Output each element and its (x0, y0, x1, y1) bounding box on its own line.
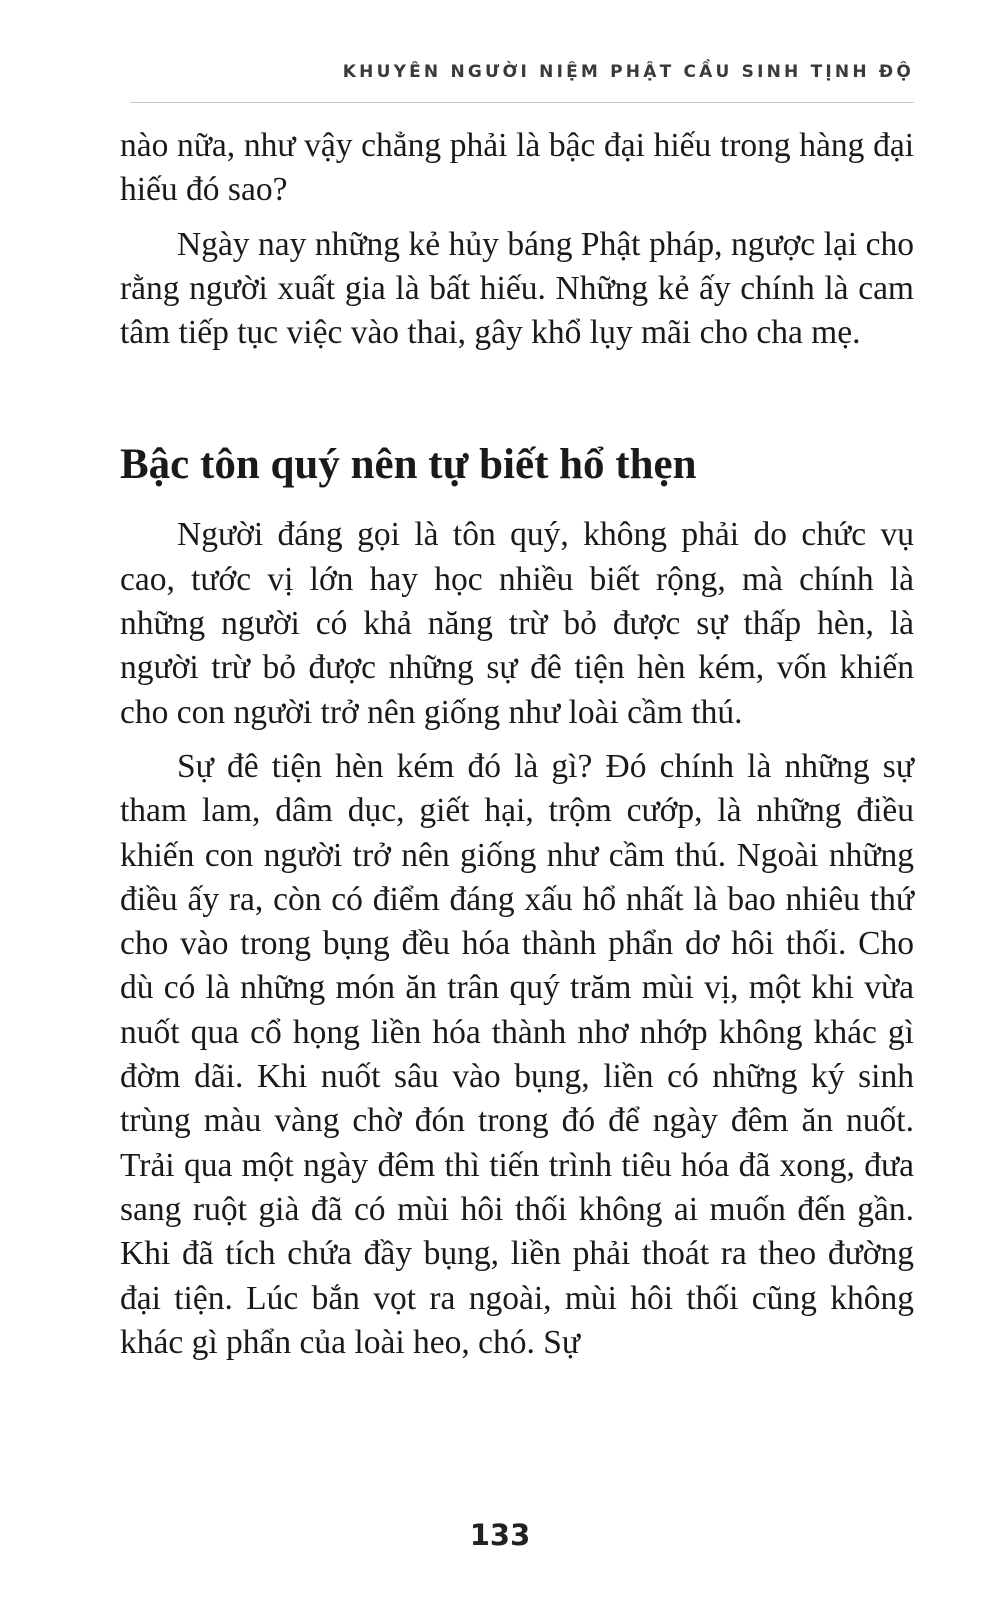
paragraph-continued: nào nữa, như vậy chẳng phải là bậc đại hiếu trong hàng đại hiếu đó sao? (120, 127, 914, 209)
paragraph: Người đáng gọi là tôn quý, không phải do chức vụ cao, tước vị lớn hay học nhiều biết rộng, mà chính là những người có khả năng trừ bỏ được sự thấp hèn, là người trừ bỏ được những sự đê tiện hèn kém, vốn khiến cho con người trở nên giống như loài cầm thú. (120, 516, 914, 731)
header-divider (130, 102, 914, 103)
paragraph: Ngày nay những kẻ hủy báng Phật pháp, ngược lại cho rằng người xuất gia là bất hiếu. Những kẻ ấy chính là cam tâm tiếp tục việc vào thai, gây khổ lụy mãi cho cha mẹ. (120, 225, 914, 352)
page-number: 133 (469, 1518, 531, 1552)
paragraph: Sự đê tiện hèn kém đó là gì? Đó chính là những sự tham lam, dâm dục, giết hại, trộm cướp, là những điều khiến con người trở nên giống như cầm thú. Ngoài những điều ấy ra, còn có điểm đáng xấu hổ nhất là bao nhiêu thứ cho vào trong bụng đều hóa thành phẩn dơ hôi thối. Cho dù có là những món ăn trân quý trăm mùi vị, một khi vừa nuốt qua cổ họng liền hóa thành nhơ nhớp không khác gì đờm dãi. Khi nuốt sâu vào bụng, liền có những ký sinh trùng màu vàng chờ đón trong đó để ngày đêm ăn nuốt. Trải qua một ngày đêm thì tiến trình tiêu hóa đã xong, đưa sang ruột già đã có mùi hôi thối không ai muốn đến gần. Khi đã tích chứa đầy bụng, liền phải thoát ra theo đường đại tiện. Lúc bắn vọt ra ngoài, mùi hôi thối cũng không khác gì phẩn của loài heo, chó. Sự (120, 747, 914, 1361)
section-heading: Bậc tôn quý nên tự biết hổ thẹn (120, 441, 697, 489)
page-body (120, 124, 914, 1375)
running-header: KHUYÊN NGƯỜI NIỆM PHẬT CẦU SINH TỊNH ĐỘ (342, 62, 914, 82)
